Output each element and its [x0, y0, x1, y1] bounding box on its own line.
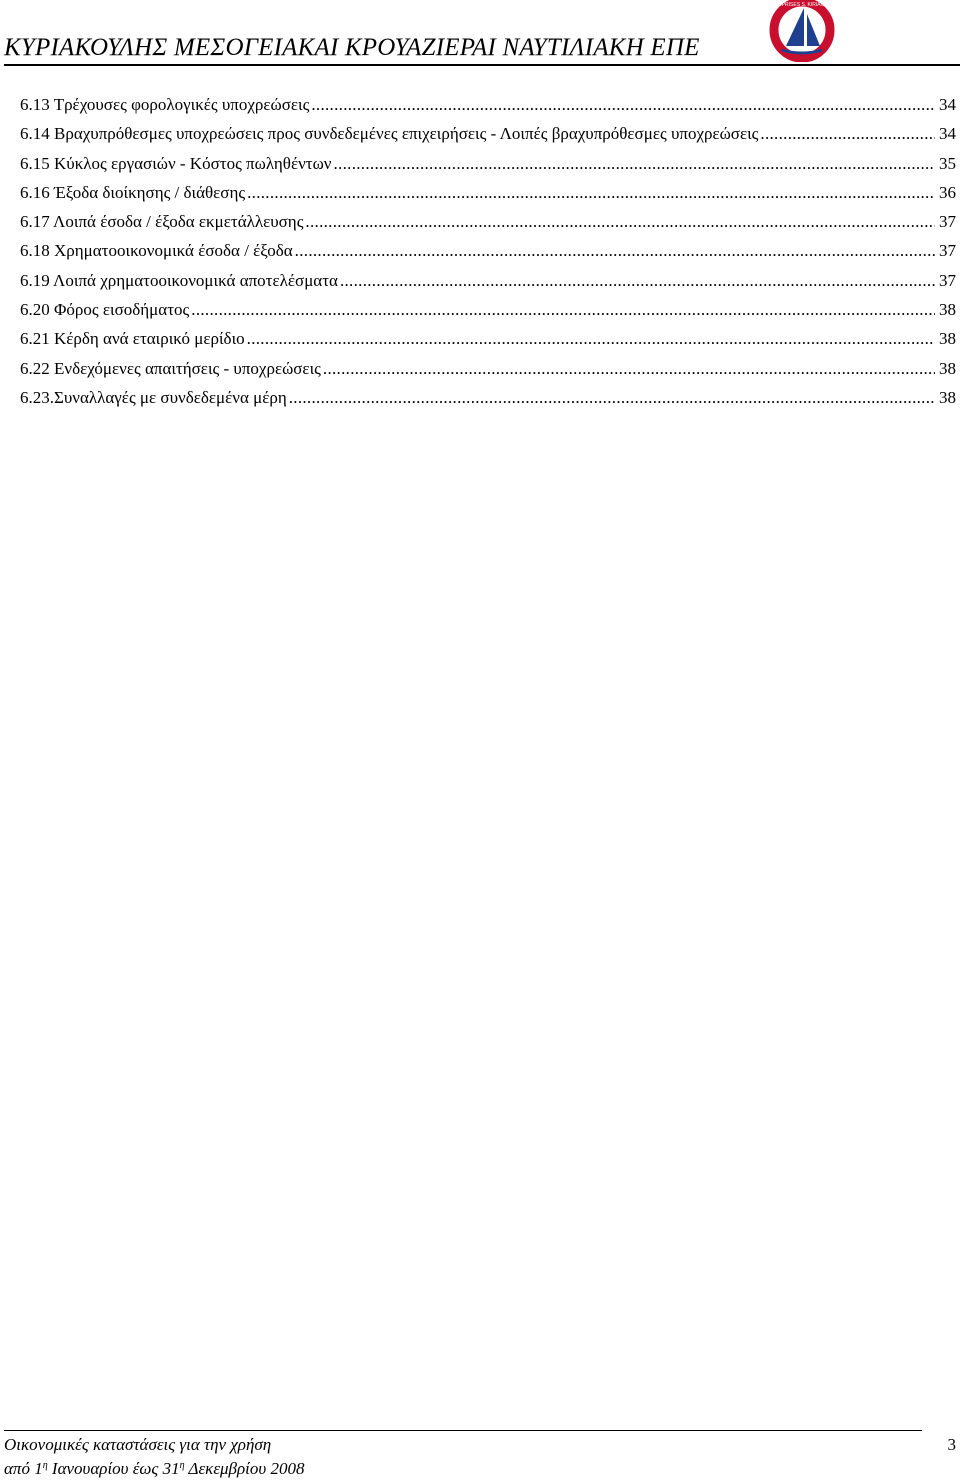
toc-leader-dots: [295, 236, 935, 265]
toc-entry[interactable]: [20, 90, 956, 119]
toc-entry[interactable]: [20, 383, 956, 412]
toc-entry[interactable]: [20, 324, 956, 353]
toc-entry-title: 6.23.Συναλλαγές με συνδεδεμένα μέρη: [20, 387, 287, 407]
toc-entry-title: 6.13 Τρέχουσες φορολογικές υποχρεώσεις: [20, 95, 310, 114]
toc-entry[interactable]: [20, 178, 956, 207]
toc-leader-dots: [289, 383, 935, 412]
footer-period-part1: από 1: [4, 1459, 43, 1478]
logo-text: ENTERPRISES S. KIRIACOULIS: [764, 2, 840, 8]
toc-leader-dots: [247, 324, 935, 353]
footer-period-part3: Δεκεμβρίου 2008: [184, 1459, 305, 1478]
toc-entry-title: 6.14 Βραχυπρόθεσμες υποχρεώσεις προς συνδεδεμένες επιχειρήσεις - Λοιπές βραχυπρόθεσμες υποχρεώσεις: [20, 124, 759, 144]
toc-entry[interactable]: [20, 149, 956, 178]
toc-entry-page: 37: [939, 270, 956, 290]
toc-leader-dots: [340, 266, 935, 295]
toc-leader-dots: [334, 149, 936, 178]
toc-entry-page: 37: [939, 212, 956, 232]
footer-period-sup2: η: [179, 1460, 185, 1471]
toc-entry[interactable]: [20, 295, 956, 324]
toc-entry-title: 6.19 Λοιπά χρηματοοικονομικά αποτελέσματα: [20, 270, 338, 290]
toc-entry-page: 34: [939, 95, 956, 114]
toc-entry-title: 6.21 Κέρδη ανά εταιρικό μερίδιο: [20, 329, 245, 349]
toc-leader-dots: [305, 207, 935, 236]
footer-document-title: Οικονομικές καταστάσεις για την χρήση: [4, 1435, 272, 1454]
toc-entry-page: 38: [939, 358, 956, 378]
toc-leader-dots: [311, 90, 935, 119]
header-rule: [4, 64, 960, 66]
toc-leader-dots: [247, 178, 935, 207]
toc-leader-dots: [191, 295, 935, 324]
toc-entry-page: 35: [939, 153, 956, 173]
toc-entry-title: 6.20 Φόρος εισοδήματος: [20, 300, 190, 320]
toc-entry-page: 37: [939, 241, 956, 261]
footer-period-part2: Ιανουαρίου έως 31: [47, 1459, 180, 1478]
toc-entry-title: 6.17 Λοιπά έσοδα / έξοδα εκμετάλλευσης: [20, 212, 304, 232]
footer-period-sup1: η: [42, 1460, 48, 1471]
toc-entry-title: 6.18 Χρηματοοικονομικά έσοδα / έξοδα: [20, 241, 293, 261]
toc-entry-page: 34: [939, 124, 956, 144]
toc-entry-page: 38: [939, 300, 956, 320]
company-name: ΚΥΡΙΑΚΟΥΛΗΣ ΜΕΣΟΓΕΙΑΚΑΙ ΚΡΟΥΑΖΙΕΡΑΙ ΝΑΥΤΙΛΙΑΚΗ ΕΠΕ: [4, 34, 700, 61]
toc-entry-page: 38: [939, 329, 956, 349]
toc-entry[interactable]: [20, 207, 956, 236]
toc-entry-title: 6.16 Έξοδα διοίκησης / διάθεσης: [20, 182, 246, 202]
toc-entry-title: 6.15 Κύκλος εργασιών - Κόστος πωληθέντων: [20, 153, 332, 173]
toc-entry[interactable]: [20, 119, 956, 148]
footer-page-number: 3: [947, 1435, 956, 1454]
toc-entry-page: 38: [939, 387, 956, 407]
toc-entry[interactable]: [20, 266, 956, 295]
footer-rule: [4, 1430, 922, 1431]
toc-entry[interactable]: [20, 236, 956, 265]
toc-entry[interactable]: [20, 354, 956, 383]
toc-entry-page: 36: [939, 182, 956, 202]
toc-leader-dots: [323, 354, 935, 383]
toc-leader-dots: [760, 119, 935, 148]
footer-period: [4, 1459, 304, 1479]
toc-entry-title: 6.22 Ενδεχόμενες απαιτήσεις - υποχρεώσεις: [20, 358, 321, 378]
table-of-contents: [20, 90, 956, 412]
page-header: [4, 0, 960, 66]
company-logo: [764, 0, 840, 62]
